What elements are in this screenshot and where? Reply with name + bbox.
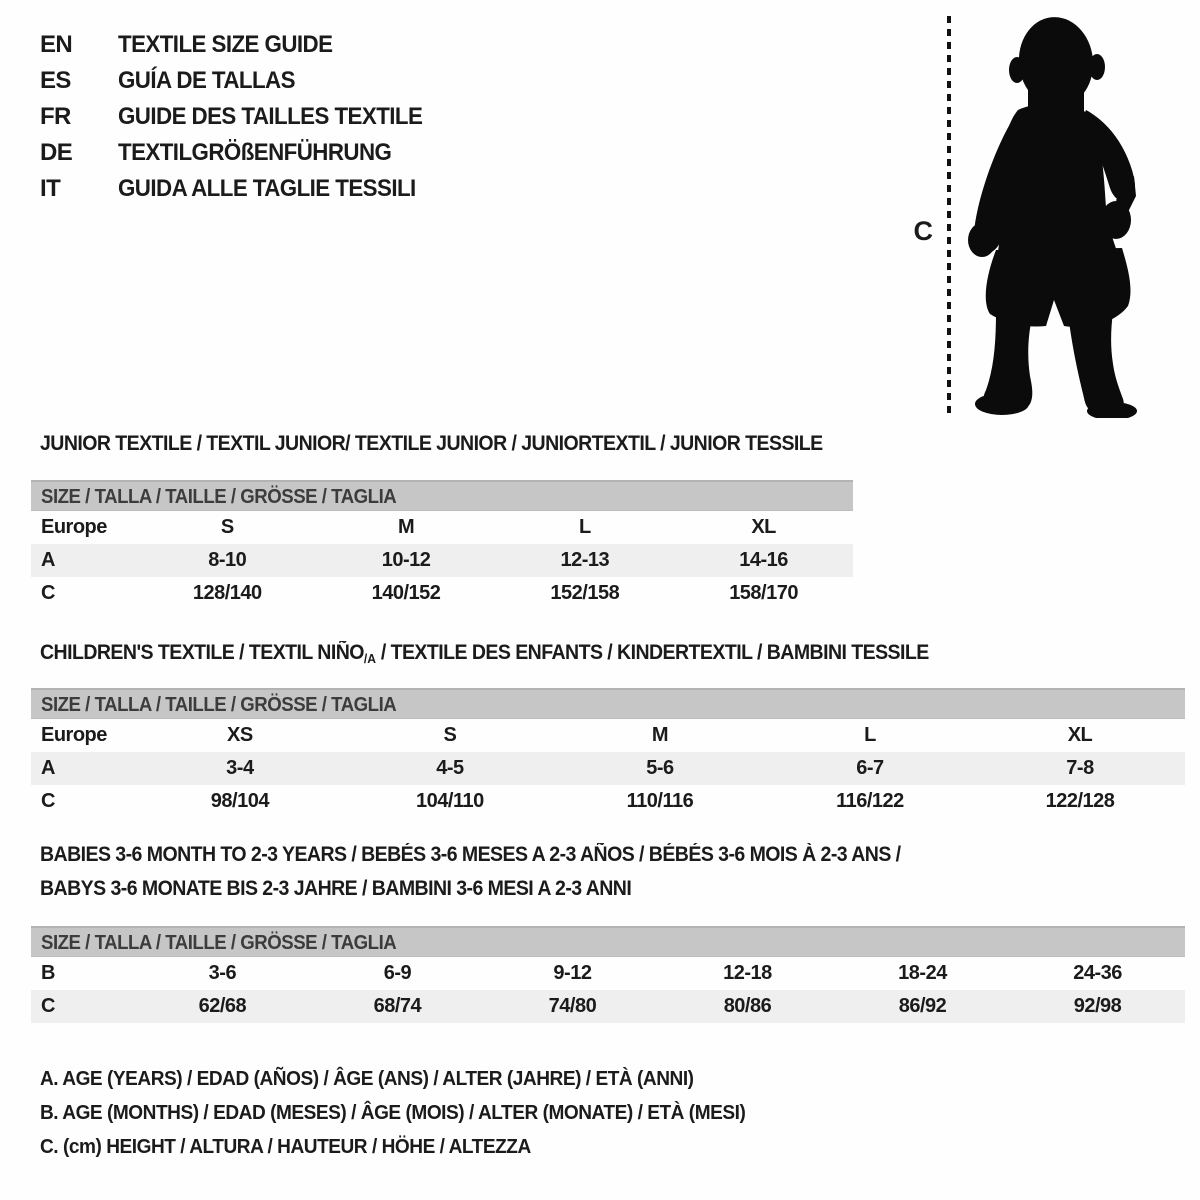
size-cell: L — [578, 516, 591, 538]
language-code: EN — [40, 31, 73, 58]
table-row-height — [31, 577, 853, 610]
table-row-sizes — [31, 511, 853, 544]
guide-title: GUÍA DE TALLAS — [118, 67, 295, 94]
babies-heading-line1: BABIES 3-6 MONTH TO 2-3 YEARS / BEBÉS 3-6 MESES A 2-3 AÑOS / BÉBÉS 3-6 MOIS À 2-3 ANS / — [40, 843, 901, 866]
language-row-it — [40, 171, 445, 207]
guide-title: TEXTILGRÖßENFÜHRUNG — [118, 139, 392, 166]
size-cell: XL — [751, 516, 776, 538]
language-row-fr — [40, 99, 445, 135]
value-cell: 14-16 — [739, 549, 788, 571]
size-table-babies — [31, 926, 1185, 1023]
language-title-list — [40, 27, 445, 207]
babies-heading-line2: BABYS 3-6 MONATE BIS 2-3 JAHRE / BAMBINI 3-6 MESI A 2-3 ANNI — [40, 877, 632, 900]
row-label-cell: C — [41, 995, 55, 1017]
guide-title: GUIDE DES TAILLES TEXTILE — [118, 103, 423, 130]
table-header-bar — [31, 688, 1185, 719]
row-label-cell: C — [41, 790, 55, 812]
value-cell: 9-12 — [553, 962, 592, 984]
size-header-label: SIZE / TALLA / TAILLE / GRÖSSE / TAGLIA — [41, 932, 397, 954]
size-cell: S — [220, 516, 234, 538]
table-row-age — [31, 752, 1185, 785]
size-cell: M — [397, 516, 415, 538]
junior-heading-text: JUNIOR TEXTILE / TEXTIL JUNIOR/ TEXTILE JUNIOR / JUNIORTEXTIL / JUNIOR TESSILE — [40, 432, 823, 455]
value-cell: 3-4 — [226, 757, 254, 779]
children-section-heading — [40, 641, 996, 671]
language-row-en — [40, 27, 445, 63]
legend — [40, 1062, 798, 1164]
size-cell: XL — [1067, 724, 1093, 746]
size-header-label: SIZE / TALLA / TAILLE / GRÖSSE / TAGLIA — [41, 486, 397, 508]
size-cell: L — [864, 724, 876, 746]
junior-section-heading — [40, 432, 882, 456]
table-row-months — [31, 957, 1185, 990]
value-cell: 110/116 — [626, 790, 694, 812]
value-cell: 8-10 — [208, 549, 247, 571]
guide-title: GUIDA ALLE TAGLIE TESSILI — [118, 175, 416, 202]
value-cell: 18-24 — [898, 962, 947, 984]
children-heading-part1: CHILDREN'S TEXTILE / TEXTIL NIÑO — [40, 641, 364, 664]
value-cell: 92/98 — [1073, 995, 1122, 1017]
row-label-cell: A — [41, 549, 55, 571]
value-cell: 5-6 — [646, 757, 674, 779]
language-code: FR — [40, 103, 71, 130]
language-row-de — [40, 135, 445, 171]
size-cell: S — [443, 724, 457, 746]
value-cell: 7-8 — [1066, 757, 1094, 779]
legend-line-age-months: B. AGE (MONTHS) / EDAD (MESES) / ÂGE (MOIS) / ALTER (MONATE) / ETÀ (MESI) — [40, 1101, 746, 1124]
value-cell: 140/152 — [371, 582, 441, 604]
table-header-bar — [31, 926, 1185, 957]
value-cell: 86/92 — [898, 995, 947, 1017]
value-cell: 68/74 — [373, 995, 422, 1017]
table-row-height — [31, 785, 1185, 818]
children-heading-text — [40, 641, 929, 671]
value-cell: 104/110 — [416, 790, 484, 812]
guide-title: TEXTILE SIZE GUIDE — [118, 31, 333, 58]
row-label-cell: C — [41, 582, 55, 604]
language-code: IT — [40, 175, 61, 202]
legend-line-age-years: A. AGE (YEARS) / EDAD (AÑOS) / ÂGE (ANS) / ALTER (JAHRE) / ETÀ (ANNI) — [40, 1067, 694, 1090]
value-cell: 62/68 — [198, 995, 247, 1017]
height-measure-dashed-line-icon — [947, 16, 951, 416]
size-cell: M — [651, 724, 669, 746]
table-header-bar — [31, 480, 853, 511]
size-cell: XS — [227, 724, 253, 746]
value-cell: 4-5 — [436, 757, 464, 779]
babies-section-heading — [40, 838, 965, 906]
value-cell: 24-36 — [1073, 962, 1122, 984]
value-cell: 74/80 — [548, 995, 597, 1017]
value-cell: 12-13 — [560, 549, 610, 571]
children-heading-part2: / TEXTILE DES ENFANTS / KINDERTEXTIL / BAMBINI TESSILE — [375, 641, 929, 664]
value-cell: 6-9 — [383, 962, 412, 984]
row-label-cell: B — [41, 962, 55, 984]
size-table-children — [31, 688, 1185, 818]
value-cell: 6-7 — [856, 757, 884, 779]
value-cell: 10-12 — [381, 549, 431, 571]
language-code: ES — [40, 67, 71, 94]
value-cell: 128/140 — [192, 582, 262, 604]
row-label-cell: Europe — [41, 516, 107, 538]
legend-line-height: C. (cm) HEIGHT / ALTURA / HAUTEUR / HÖHE / ALTEZZA — [40, 1135, 531, 1158]
value-cell: 98/104 — [210, 790, 269, 812]
height-measure-label: C — [913, 216, 933, 246]
size-header-label: SIZE / TALLA / TAILLE / GRÖSSE / TAGLIA — [41, 694, 397, 716]
children-heading-subscript: /A — [363, 651, 376, 666]
baby-silhouette-icon — [966, 12, 1164, 418]
value-cell: 116/122 — [836, 790, 904, 812]
value-cell: 122/128 — [1045, 790, 1115, 812]
row-label-cell: A — [41, 757, 55, 779]
table-row-height — [31, 990, 1185, 1023]
row-label-cell: Europe — [41, 724, 107, 746]
language-code: DE — [40, 139, 73, 166]
value-cell: 152/158 — [550, 582, 620, 604]
language-row-es — [40, 63, 445, 99]
table-row-age — [31, 544, 853, 577]
value-cell: 80/86 — [723, 995, 772, 1017]
value-cell: 158/170 — [729, 582, 798, 604]
value-cell: 3-6 — [208, 962, 237, 984]
size-table-junior — [31, 480, 853, 610]
table-row-sizes — [31, 719, 1185, 752]
value-cell: 12-18 — [723, 962, 772, 984]
